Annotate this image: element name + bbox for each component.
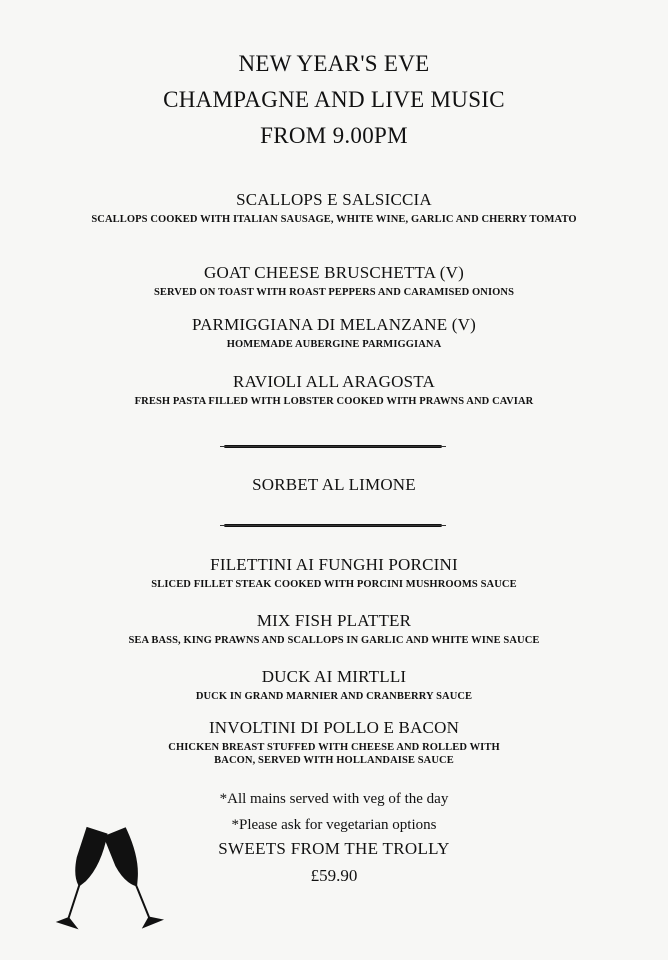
menu-price: £59.90 [310, 866, 358, 885]
dish-title: PARMIGGIANA DI MELANZANE (V) [191, 315, 477, 334]
veg-note: *All mains served with veg of the day [219, 791, 449, 807]
section-divider [224, 524, 442, 527]
champagne-glasses-icon [48, 820, 168, 938]
dish-title: DUCK AI MIRTLLI [261, 667, 407, 686]
dish-title: INVOLTINI DI POLLO E BACON [208, 718, 460, 737]
dish-title: RAVIOLI ALL ARAGOSTA [233, 372, 435, 391]
starter-item [0, 190, 668, 226]
vegetarian-note: *Please ask for vegetarian options [231, 817, 437, 833]
main-item [0, 718, 668, 767]
header-line-event: NEW YEAR'S EVE [238, 51, 430, 76]
dish-description: DUCK IN GRAND MARNIER AND CRANBERRY SAUCE [195, 691, 473, 702]
section-divider [224, 445, 442, 448]
dish-description: FRESH PASTA FILLED WITH LOBSTER COOKED WITH PRAWNS AND CAVIAR [134, 396, 534, 407]
dish-title: FILETTINI AI FUNGHI PORCINI [210, 555, 458, 574]
main-item [0, 555, 668, 591]
dish-description: SEA BASS, KING PRAWNS AND SCALLOPS IN GARLIC AND WHITE WINE SAUCE [128, 635, 540, 646]
dish-description: SCALLOPS COOKED WITH ITALIAN SAUSAGE, WHITE WINE, GARLIC AND CHERRY TOMATO [91, 214, 577, 225]
sweets-line: SWEETS FROM THE TROLLY [218, 839, 450, 858]
dish-description: HOMEMADE AUBERGINE PARMIGGIANA [226, 339, 442, 350]
menu-header [0, 46, 668, 154]
dish-title: MIX FISH PLATTER [256, 611, 412, 630]
dish-description: SERVED ON TOAST WITH ROAST PEPPERS AND CARAMISED ONIONS [153, 287, 515, 298]
dish-description: CHICKEN BREAST STUFFED WITH CHEESE AND ROLLED WITH BACON, SERVED WITH HOLLANDAISE SAUCE [168, 742, 500, 766]
header-line-theme: CHAMPAGNE AND LIVE MUSIC [163, 87, 505, 112]
starter-item [0, 372, 668, 408]
palate-cleanser [0, 475, 668, 495]
starter-item [0, 315, 668, 351]
main-item [0, 667, 668, 703]
dish-title: GOAT CHEESE BRUSCHETTA (V) [204, 263, 464, 282]
dish-description: SLICED FILLET STEAK COOKED WITH PORCINI MUSHROOMS SAUCE [151, 579, 517, 590]
header-line-time: FROM 9.00PM [260, 123, 408, 148]
starter-item [0, 263, 668, 299]
dish-title: SCALLOPS E SALSICCIA [236, 190, 432, 209]
dish-title: SORBET AL LIMONE [252, 475, 416, 494]
main-item [0, 611, 668, 647]
